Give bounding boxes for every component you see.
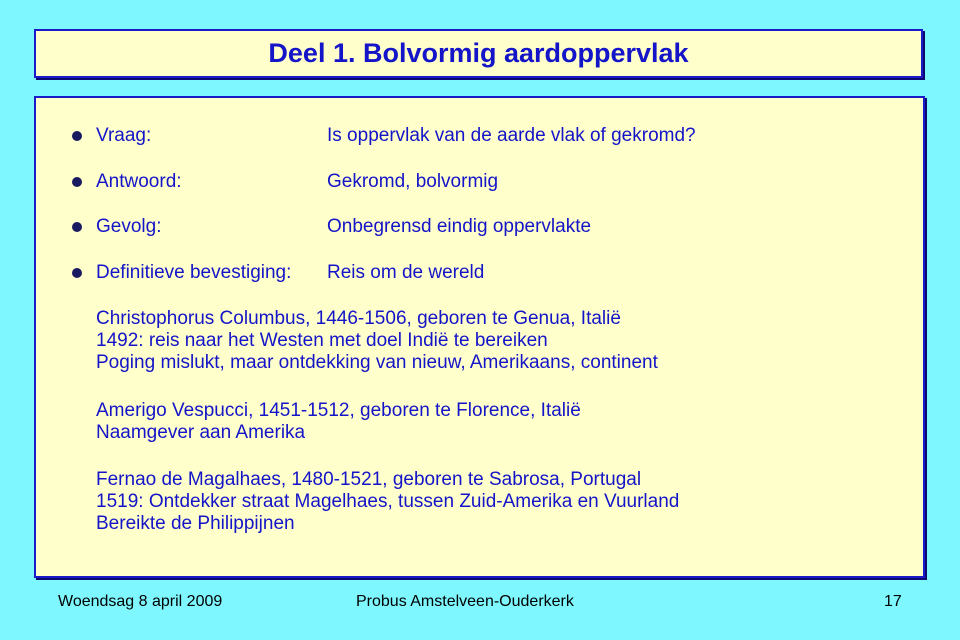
bullet-value: Reis om de wereld [327, 262, 485, 283]
bullet-dot-icon [72, 177, 82, 187]
bullet-dot-icon [72, 222, 82, 232]
content-box [34, 96, 925, 578]
bullet-dot-icon [72, 131, 82, 141]
slide-title: Deel 1. Bolvormig aardoppervlak [268, 38, 689, 68]
footer-organization: Probus Amstelveen-Ouderkerk [356, 593, 574, 610]
paragraph-line: Poging mislukt, maar ontdekking van nieuw, Amerikaans, continent [96, 352, 658, 373]
paragraph-line: Fernao de Magalhaes, 1480-1521, geboren te Sabrosa, Portugal [96, 469, 642, 490]
paragraph-line: Naamgever aan Amerika [96, 422, 306, 443]
bullet-value: Is oppervlak van de aarde vlak of gekromd? [327, 125, 696, 146]
paragraph-line: 1492: reis naar het Westen met doel Indië te bereiken [96, 330, 548, 351]
bullet-label: Gevolg: [96, 216, 162, 237]
title-box [34, 29, 923, 78]
paragraph-line: Christophorus Columbus, 1446-1506, geboren te Genua, Italië [96, 308, 621, 329]
bullet-value: Onbegrensd eindig oppervlakte [327, 216, 592, 237]
paragraph-vespucci [96, 400, 581, 444]
paragraph-line: Amerigo Vespucci, 1451-1512, geboren te Florence, Italië [96, 400, 581, 421]
bullet-dot-icon [72, 268, 82, 278]
paragraph-columbus [96, 308, 658, 374]
bullet-value: Gekromd, bolvormig [327, 171, 499, 192]
bullet-label: Definitieve bevestiging: [96, 262, 292, 283]
footer-date: Woendsag 8 april 2009 [58, 593, 223, 610]
bullet-label: Vraag: [96, 125, 152, 146]
footer-page-number: 17 [884, 593, 902, 610]
paragraph-magalhaes [96, 469, 679, 535]
paragraph-line: Bereikte de Philippijnen [96, 513, 295, 534]
paragraph-line: 1519: Ontdekker straat Magelhaes, tussen Zuid-Amerika en Vuurland [96, 491, 680, 512]
bullet-label: Antwoord: [96, 171, 182, 192]
